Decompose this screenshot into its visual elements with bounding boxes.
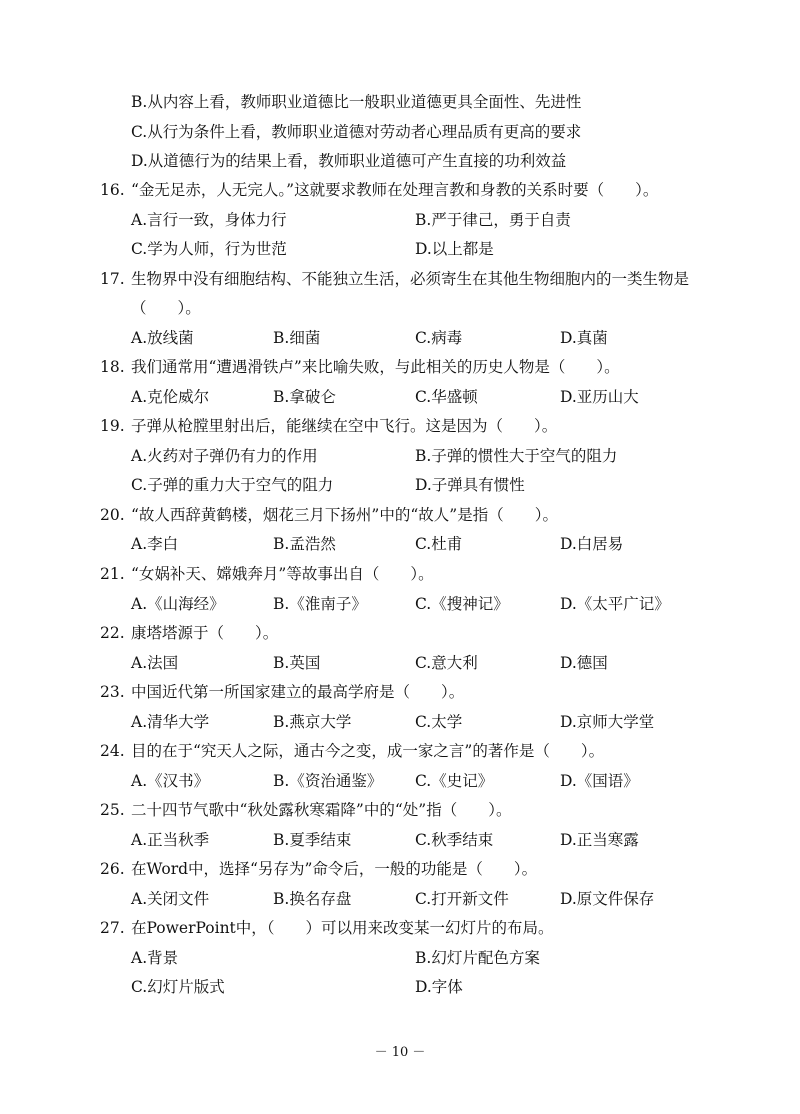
- option-c: C.杜甫: [415, 535, 463, 553]
- option-a: A.《山海经》: [131, 595, 225, 613]
- option-d: D.《国语》: [560, 772, 639, 790]
- question-number: 16.: [100, 181, 125, 199]
- option-a: A.言行一致，身体力行: [131, 211, 287, 229]
- question-stem: 子弹从枪膛里射出后，能继续在空中飞行。这是因为（ ）。: [131, 417, 558, 435]
- option-b: B.燕京大学: [273, 713, 352, 731]
- option-d: D.《太平广记》: [560, 595, 670, 613]
- option-a: A.放线菌: [131, 329, 194, 347]
- option-a: A.正当秋季: [131, 831, 210, 849]
- question-number: 21.: [100, 565, 125, 583]
- question-number: 18.: [100, 358, 125, 376]
- option-b: B.《资治通鉴》: [273, 772, 383, 790]
- question-number: 22.: [100, 624, 125, 642]
- question-stem: 中国近代第一所国家建立的最高学府是（ ）。: [131, 683, 465, 701]
- option-b: B.英国: [273, 654, 321, 672]
- option-c: C.华盛顿: [415, 388, 478, 406]
- option-d-cont: D.从道德行为的结果上看，教师职业道德可产生直接的功利效益: [131, 152, 567, 170]
- question-number: 19.: [100, 417, 125, 435]
- option-d: D.子弹具有惯性: [415, 476, 525, 494]
- option-a: A.关闭文件: [131, 890, 210, 908]
- question-number: 27.: [100, 919, 125, 937]
- option-b: B.换名存盘: [273, 890, 352, 908]
- option-c-cont: C.从行为条件上看，教师职业道德对劳动者心理品质有更高的要求: [131, 123, 582, 141]
- option-c: C.幻灯片版式: [131, 978, 225, 996]
- option-b: B.严于律己，勇于自责: [415, 211, 571, 229]
- question-stem: 我们通常用“遭遇滑铁卢”来比喻失败，与此相关的历史人物是（ ）。: [131, 358, 620, 376]
- option-b: B.细菌: [273, 329, 321, 347]
- question-number: 23.: [100, 683, 125, 701]
- option-c: C.太学: [415, 713, 463, 731]
- option-d: D.京师大学堂: [560, 713, 655, 731]
- question-stem: 生物界中没有细胞结构、不能独立生活，必须寄生在其他生物细胞内的一类生物是: [131, 270, 690, 288]
- option-c: C.子弹的重力大于空气的阻力: [131, 476, 334, 494]
- option-a: A.李白: [131, 535, 179, 553]
- option-a: A.清华大学: [131, 713, 210, 731]
- option-a: A.法国: [131, 654, 179, 672]
- question-number: 17.: [100, 270, 125, 288]
- option-c: C.病毒: [415, 329, 463, 347]
- option-d: D.真菌: [560, 329, 608, 347]
- question-stem: “故人西辞黄鹤楼，烟花三月下扬州”中的“故人”是指（ ）。: [131, 506, 558, 524]
- option-d: D.字体: [415, 978, 463, 996]
- question-stem: “女娲补天、嫦娥奔月”等故事出自（ ）。: [131, 565, 434, 583]
- option-b: B.幻灯片配色方案: [415, 949, 540, 967]
- option-b-cont: B.从内容上看，教师职业道德比一般职业道德更具全面性、先进性: [131, 93, 582, 111]
- option-a: A.克伦威尔: [131, 388, 210, 406]
- option-b: B.孟浩然: [273, 535, 336, 553]
- question-stem: 在Word中，选择“另存为”命令后，一般的功能是（ ）。: [131, 860, 538, 878]
- option-a: A.火药对子弹仍有力的作用: [131, 447, 318, 465]
- option-b: B.夏季结束: [273, 831, 352, 849]
- option-d: D.原文件保存: [560, 890, 655, 908]
- option-c: C.《史记》: [415, 772, 494, 790]
- option-d: D.德国: [560, 654, 608, 672]
- option-c: C.秋季结束: [415, 831, 494, 849]
- question-number: 20.: [100, 506, 125, 524]
- question-stem: 在PowerPoint中，（ ）可以用来改变某一幻灯片的布局。: [131, 919, 554, 937]
- option-d: D.正当寒露: [560, 831, 639, 849]
- question-number: 26.: [100, 860, 125, 878]
- option-d: D.以上都是: [415, 240, 494, 258]
- option-b: B.《淮南子》: [273, 595, 367, 613]
- option-c: C.意大利: [415, 654, 478, 672]
- question-stem-continued: （ ）。: [131, 299, 201, 317]
- option-b: B.拿破仑: [273, 388, 336, 406]
- option-a: A.背景: [131, 949, 179, 967]
- question-number: 25.: [100, 801, 125, 819]
- question-stem: 二十四节气歌中“秋处露秋寒霜降”中的“处”指（ ）。: [131, 801, 512, 819]
- option-c: C.打开新文件: [415, 890, 509, 908]
- option-c: C.《搜神记》: [415, 595, 509, 613]
- question-stem: “金无足赤，人无完人。”这就要求教师在处理言教和身教的关系时要（ ）。: [131, 181, 659, 199]
- option-a: A.《汉书》: [131, 772, 210, 790]
- question-stem: 康塔塔源于（ ）。: [131, 624, 279, 642]
- page-number: － 10 －: [374, 1045, 426, 1060]
- option-c: C.学为人师，行为世范: [131, 240, 287, 258]
- option-b: B.子弹的惯性大于空气的阻力: [415, 447, 618, 465]
- option-d: D.白居易: [560, 535, 624, 553]
- question-stem: 目的在于“究天人之际，通古今之变，成一家之言”的著作是（ ）。: [131, 742, 605, 760]
- option-d: D.亚历山大: [560, 388, 639, 406]
- question-number: 24.: [100, 742, 125, 760]
